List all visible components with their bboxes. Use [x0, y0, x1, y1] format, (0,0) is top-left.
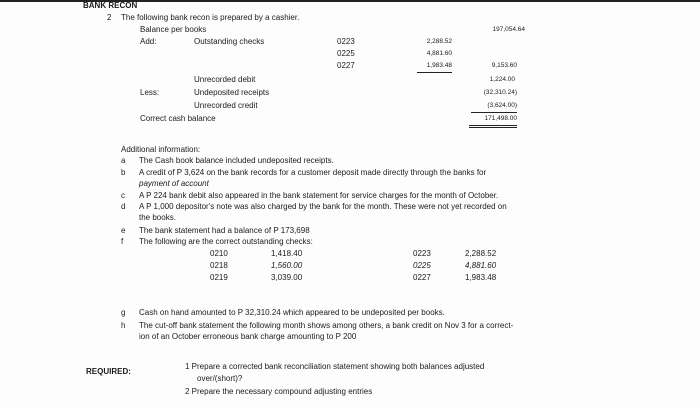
- item-letter: h: [121, 321, 126, 330]
- required-label: REQUIRED:: [86, 367, 131, 376]
- item-h-text: The cut-off bank statement the following month shows among others, a bank credit on Nov 3 for a correct-: [139, 321, 514, 330]
- correct-check-no: 0218: [210, 261, 228, 270]
- item-letter: g: [121, 308, 126, 317]
- item-c-text: A P 224 bank debit also appeared in the bank statement for service charges for the month of October.: [139, 191, 499, 200]
- less-label: Less:: [140, 88, 160, 97]
- correct-check-no: 0227: [413, 273, 431, 282]
- correct-cash-balance-label: Correct cash balance: [140, 114, 216, 123]
- problem-intro: The following bank recon is prepared by a cashier.: [121, 13, 300, 22]
- item-f-text: The following are the correct outstanding checks:: [139, 237, 313, 246]
- item-a-text: The Cash book balance included undeposited receipts.: [139, 156, 334, 165]
- unrecorded-debit-value: 1,224.00: [489, 76, 515, 83]
- outstanding-check-amount: 1,983.48: [417, 61, 452, 73]
- correct-check-no: 0210: [210, 249, 228, 258]
- correct-check-no: 0223: [413, 249, 431, 258]
- outstanding-check-amount: 2,288.52: [426, 38, 452, 45]
- correct-check-amount: 1,418.40: [271, 249, 303, 258]
- required-item-1-cont: over/(short)?: [197, 374, 243, 383]
- correct-check-no: 0225: [413, 261, 431, 270]
- undeposited-receipts-value: (32,310.24): [483, 89, 517, 96]
- item-b-text: A credit of P 3,624 on the bank records for a customer deposit made directly through the banks for: [139, 168, 487, 177]
- item-letter: e: [121, 226, 126, 235]
- item-d-text: A P 1,000 depositor's note was also charged by the bank for the month. These were not yet recorded on: [139, 202, 507, 211]
- unrecorded-credit-label: Unrecorded credit: [194, 101, 258, 110]
- page-title: BANK RECON: [83, 1, 138, 10]
- item-letter: d: [121, 202, 126, 211]
- correct-check-amount: 1,560.00: [271, 261, 303, 270]
- outstanding-check-no: 0225: [337, 49, 355, 58]
- outstanding-check-no: 0223: [337, 37, 355, 46]
- required-item-1: 1 Prepare a corrected bank reconciliation statement showing both balances adjusted: [185, 362, 485, 371]
- required-item-2: 2 Prepare the necessary compound adjusting entries: [185, 387, 373, 396]
- outstanding-check-amount: 4,881.60: [426, 50, 452, 57]
- item-e-text: The bank statement had a balance of P 173,698: [139, 226, 310, 235]
- item-letter: b: [121, 168, 126, 177]
- correct-check-amount: 1,983.48: [465, 273, 497, 282]
- item-h-text-cont: ion of an October erroneous bank charge amounting to P 200: [139, 332, 357, 341]
- unrecorded-credit-value: (3,624.00): [471, 101, 517, 113]
- correct-cash-balance-value: 171,498.00: [469, 114, 517, 128]
- correct-check-amount: 2,288.52: [465, 249, 497, 258]
- outstanding-checks-label: Outstanding checks: [194, 37, 265, 46]
- balance-per-books-label: Balance per books: [140, 25, 207, 34]
- item-d-text-cont: the books.: [139, 213, 176, 222]
- correct-check-amount: 4,881.60: [465, 261, 497, 270]
- balance-per-books-value: 197,054.64: [492, 26, 525, 33]
- add-label: Add:: [140, 37, 157, 46]
- add-total-value: 9,153.60: [491, 62, 517, 69]
- problem-number: 2: [107, 13, 112, 22]
- unrecorded-debit-label: Unrecorded debit: [194, 75, 256, 84]
- additional-heading: Additional information:: [121, 145, 201, 154]
- outstanding-check-no: 0227: [337, 61, 355, 70]
- correct-check-no: 0219: [210, 273, 228, 282]
- correct-check-amount: 3,039.00: [271, 273, 303, 282]
- item-letter: f: [121, 237, 124, 246]
- item-b-text-cont: payment of account: [139, 179, 209, 188]
- item-letter: c: [121, 191, 125, 200]
- undeposited-receipts-label: Undeposited receipts: [194, 88, 270, 97]
- item-g-text: Cash on hand amounted to P 32,310.24 which appeared to be undeposited per books.: [139, 308, 445, 317]
- item-letter: a: [121, 156, 126, 165]
